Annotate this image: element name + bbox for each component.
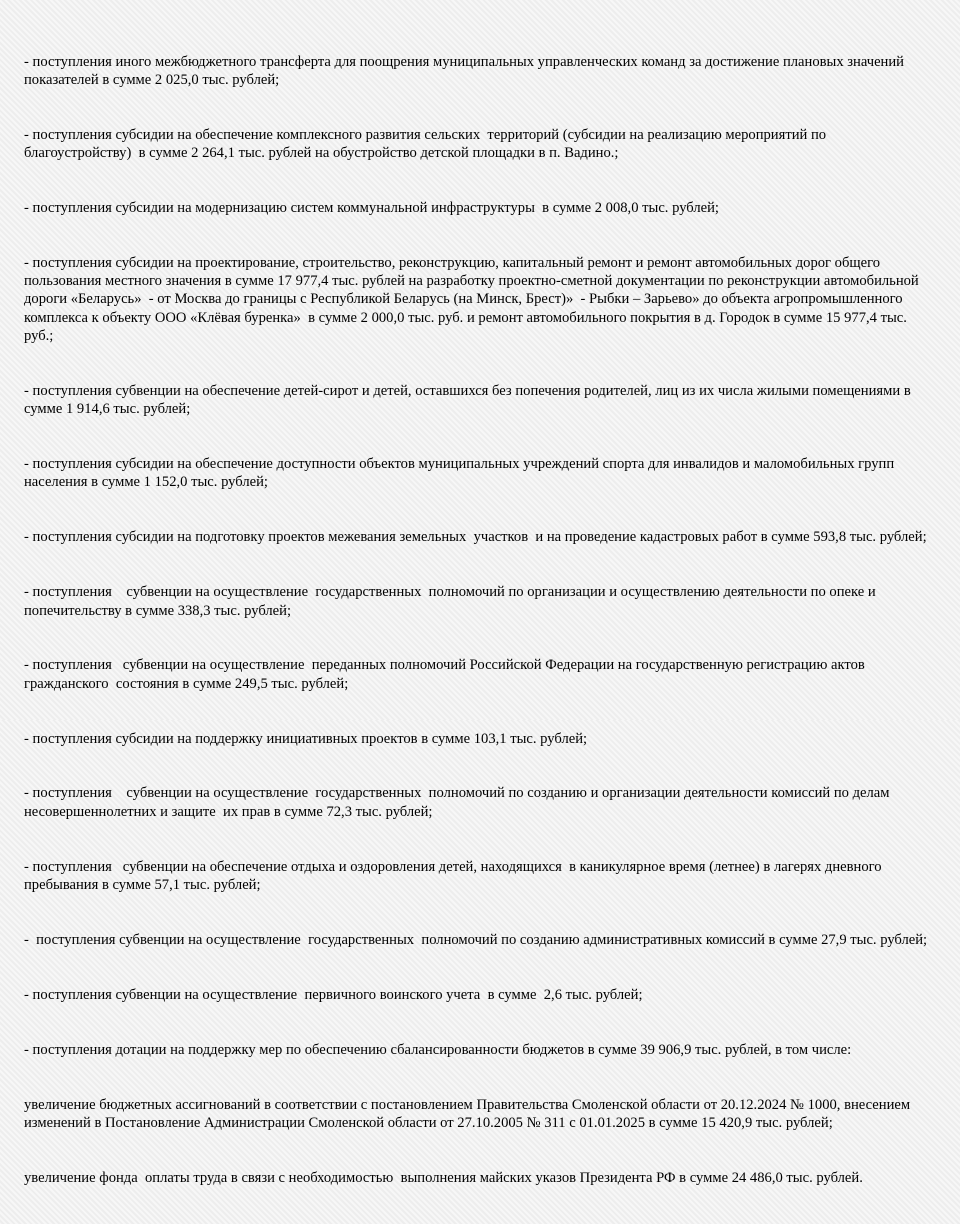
paragraph-minors-commissions: - поступления субвенции на осуществление государственных полномочий по созданию и организации деятельности комиссий по делам несовершеннолетних и защите их прав в сумме 72,3 тыс. рублей; (24, 785, 894, 820)
paragraph-balance-subsidy: - поступления дотации на поддержку мер по обеспечению сбалансированности бюджетов в сумме 39 906,9 тыс. рублей, в том числе: (24, 1041, 852, 1058)
paragraph-rural-development: - поступления субсидии на обеспечение комплексного развития сельских территорий (субсидии на реализацию мероприятий по благоустройству) в сумме 2 264,1 тыс. рублей на обустройство детской площадки в п. Вадино.; (24, 126, 830, 162)
paragraph-transfer-management-teams: - поступления иного межбюджетного трансферта для поощрения муниципальных управленческих команд за достижение плановых значений показателей в сумме 2 025,0 тыс. рублей; (24, 53, 908, 88)
paragraph-children-recreation: - поступления субвенции на обеспечение отдыха и оздоровления детей, находящихся в каникулярное время (летнее) в лагерях дневного пребывания в сумме 57,1 тыс. рублей; (24, 858, 886, 893)
paragraph-sports-accessibility: - поступления субсидии на обеспечение доступности объектов муниципальных учреждений спорта для инвалидов и маломобильных групп населения в сумме 1 152,0 тыс. рублей; (24, 456, 898, 491)
paragraph-civil-registration: - поступления субвенции на осуществление переданных полномочий Российской Федерации на государственную регистрацию актов гражданского состояния в сумме 249,5 тыс. рублей; (24, 657, 869, 692)
paragraph-roads: - поступления субсидии на проектирование, строительство, реконструкцию, капитальный ремонт и ремонт автомобильных дорог общего пользования местного значения в сумме 17 977,4 тыс. рублей на разработку проектно-сметной документации по реконструкции автомобильной дороги «Беларусь» - от Москва до границы с Республикой Беларусь (на Минск, Брест)» - Рыбки – Зарьево» до объекта агропромышленного комплекса к объекту ООО «Клёвая буренка» в сумме 2 000,0 тыс. руб. и ремонт автомобильного покрытия в д. Городок в сумме 15 977,4 тыс. руб.; (24, 254, 923, 345)
paragraph-initiative-projects: - поступления субсидии на поддержку инициативных проектов в сумме 103,1 тыс. рублей; (24, 730, 588, 747)
paragraph-utility-modernization: - поступления субсидии на модернизацию систем коммунальной инфраструктуры в сумме 2 008,0 тыс. рублей; (24, 199, 719, 216)
paragraph-orphans-housing: - поступления субвенции на обеспечение детей-сирот и детей, оставшихся без попечения родителей, лиц из их числа жилыми помещениями в сумме 1 914,6 тыс. рублей; (24, 382, 915, 418)
paragraph-guardianship: - поступления субвенции на осуществление государственных полномочий по организации и осуществлению деятельности по опеке и попечительству в сумме 338,3 тыс. рублей; (24, 584, 880, 619)
paragraph-administrative-commissions: - поступления субвенции на осуществление государственных полномочий по созданию административных комиссий в сумме 27,9 тыс. рублей; (24, 931, 928, 948)
paragraph-land-surveying: - поступления субсидии на подготовку проектов межевания земельных участков и на проведение кадастровых работ в сумме 593,8 тыс. рублей; (24, 529, 927, 546)
text-block (24, 16, 936, 1224)
paragraph-military-registration: - поступления субвенции на осуществление первичного воинского учета в сумме 2,6 тыс. рублей; (24, 986, 643, 1003)
paragraph-budget-allocation-increase: увеличение бюджетных ассигнований в соответствии с постановлением Правительства Смоленской области от 20.12.2024 № 1000, внесением изменений в Постановление Администрации Смоленской области от 27.10.2005 № 311 с 01.01.2025 в сумме 15 420,9 тыс. рублей; (24, 1096, 914, 1131)
paragraph-payroll-increase: увеличение фонда оплаты труда в связи с необходимостью выполнения майских указов Президента РФ в сумме 24 486,0 тыс. рублей. (24, 1169, 863, 1186)
